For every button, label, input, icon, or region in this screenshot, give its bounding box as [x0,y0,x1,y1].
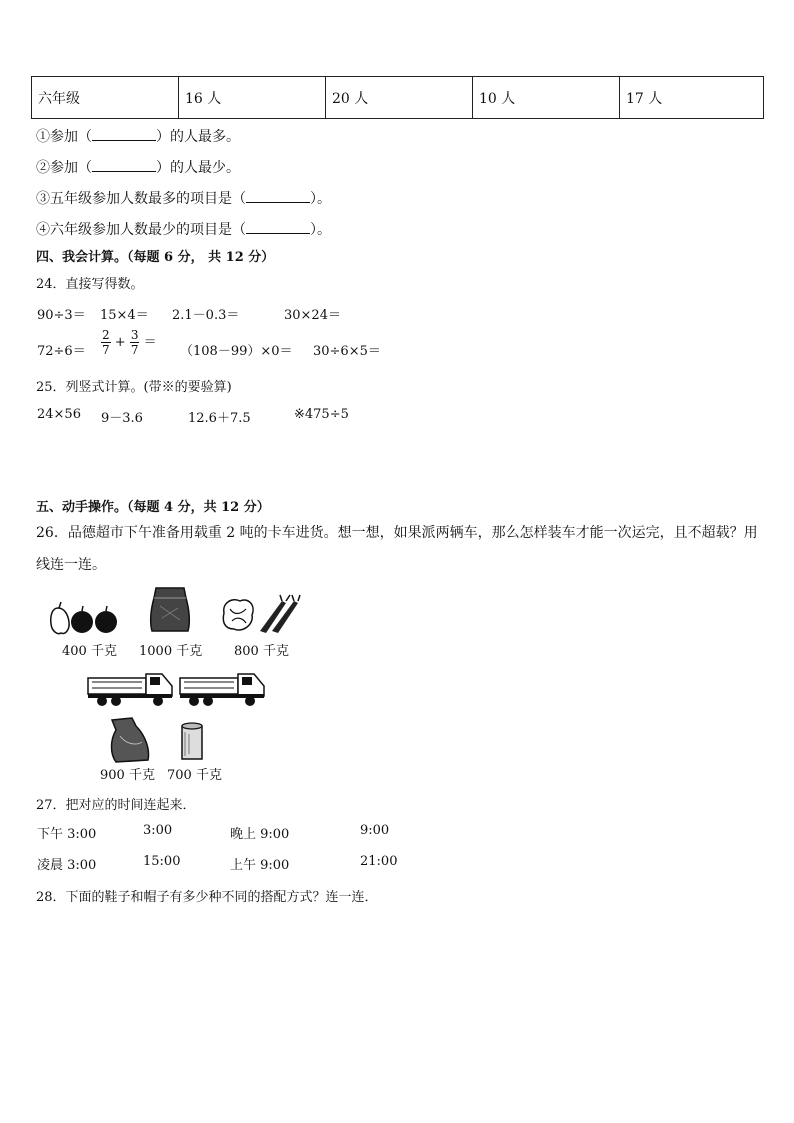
q24-item: （108－99）×0＝ [180,344,293,359]
q26-text-line1: 26．品德超市下午准备用载重 2 吨的卡车进货。想一想，如果派两辆车，那么怎样装车才能一次运完，且不超载？用 [36,525,758,541]
q23-sub3 [36,188,331,208]
q24-item: 15×4＝ [100,308,149,323]
weight-label: 1000 千克 [139,644,203,659]
q23-sub2-prefix: ②参加（ [36,160,92,176]
fraction [130,328,140,357]
q28-title: 28．下面的鞋子和帽子有多少种不同的搭配方式？连一连． [36,890,378,905]
truck-icon [86,666,174,708]
sack-icon [148,584,192,634]
q23-sub3-suffix: ）。 [310,191,331,207]
q24-item: 72÷6＝ [37,344,86,359]
weight-label: 800 千克 [234,644,289,659]
vegetables-icon [220,593,302,635]
time-item: 3:00 [143,823,173,838]
q24-item: 30×24＝ [284,308,341,323]
participation-table [31,76,764,119]
table-row [32,77,764,119]
weight-label: 900 千克 [100,768,155,783]
q25-item: ※475÷5 [294,407,349,422]
answer-blank[interactable] [92,128,156,141]
table-cell: 20 人 [326,77,473,119]
sack-icon [106,716,154,764]
fraction [101,328,111,357]
q25-title: 25．列竖式计算。(带※的要验算) [36,380,232,395]
q24-title: 24．直接写得数。 [36,277,144,292]
fruit-icon [46,600,120,636]
q25-item: 24×56 [37,407,81,422]
time-item: 晚上 9:00 [230,827,290,842]
q23-sub3-prefix: ③五年级参加人数最多的项目是（ [36,191,246,207]
q23-sub1-suffix: ）的人最多。 [156,129,240,145]
answer-blank[interactable] [92,159,156,172]
time-item: 凌晨 3:00 [37,858,97,873]
time-item: 下午 3:00 [37,827,97,842]
truck-icon [178,666,266,708]
q26-text-line2: 线连一连。 [36,557,106,573]
table-cell: 16 人 [179,77,326,119]
fraction-numerator: 3 [130,328,139,342]
fraction-numerator: 2 [102,328,110,342]
q23-sub2-suffix: ）的人最少。 [156,160,240,176]
q23-sub1 [36,126,240,146]
table-cell: 六年级 [32,77,179,119]
table-cell: 10 人 [473,77,620,119]
q25-item: 12.6＋7.5 [188,411,251,426]
q24-item: 2.1－0.3＝ [172,308,240,323]
q23-sub4-prefix: ④六年级参加人数最少的项目是（ [36,222,246,238]
can-icon [180,722,204,762]
time-item: 9:00 [360,823,390,838]
equals-sign: ＝ [143,335,157,350]
plus-sign: + [114,335,126,350]
q23-sub2 [36,157,240,177]
q24-item: 30÷6×5＝ [313,344,381,359]
fraction-denominator: 7 [102,343,110,357]
section4-title: 四、我会计算。（每题 6 分， 共 12 分） [36,250,275,265]
q23-sub1-prefix: ①参加（ [36,129,92,145]
time-item: 15:00 [143,854,181,869]
time-item: 21:00 [360,854,398,869]
time-item: 上午 9:00 [230,858,290,873]
answer-blank[interactable] [246,221,310,234]
q23-sub4-suffix: ）。 [310,222,331,238]
weight-label: 400 千克 [62,644,117,659]
weight-label: 700 千克 [167,768,222,783]
q24-item: 90÷3＝ [37,308,86,323]
table-cell: 17 人 [620,77,764,119]
fraction-denominator: 7 [130,343,139,357]
q27-title: 27．把对应的时间连起来． [36,798,196,813]
q24-fraction-expr [101,328,157,357]
answer-blank[interactable] [246,190,310,203]
q25-item: 9－3.6 [101,411,143,426]
q23-sub4 [36,219,331,239]
section5-title: 五、动手操作。（每题 4 分，共 12 分） [36,500,270,515]
